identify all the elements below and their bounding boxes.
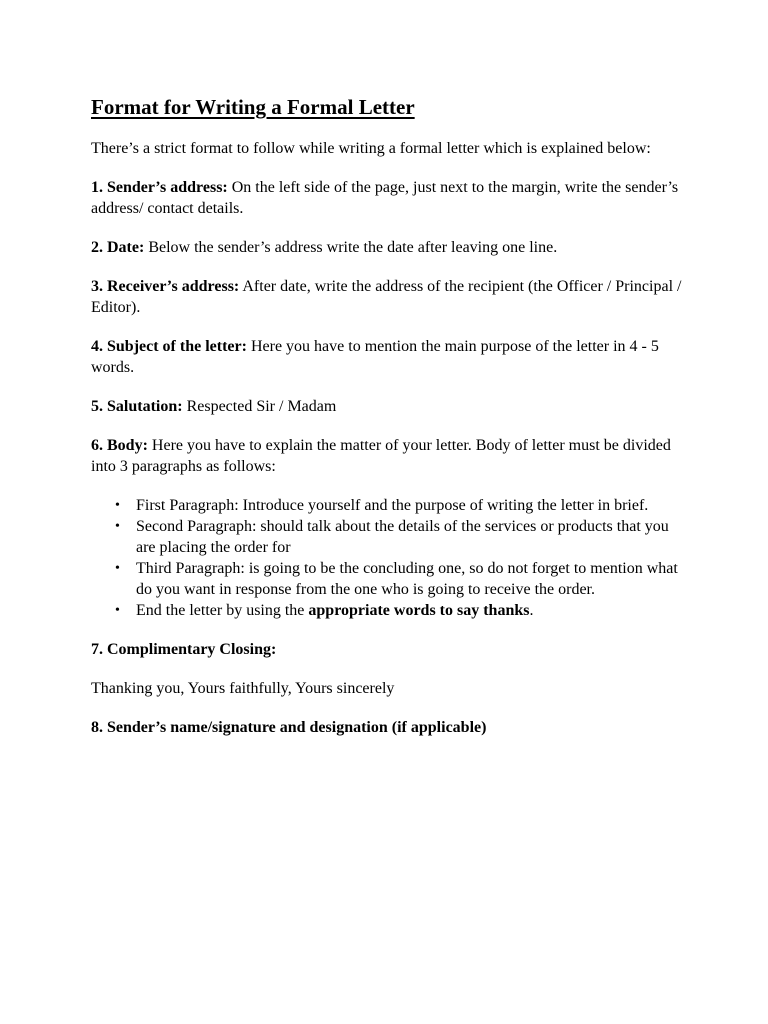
list-item-text: Second Paragraph: should talk about the details of the services or products that you are placing the order for: [136, 518, 669, 556]
item-text: Respected Sir / Madam: [182, 398, 337, 415]
list-item: [115, 495, 684, 516]
list-item-text-suffix: .: [529, 602, 534, 619]
signature-heading: [91, 717, 684, 738]
bullet-icon: •: [115, 603, 120, 618]
item-label: 2. Date:: [91, 239, 145, 256]
item-text: Below the sender’s address write the date after leaving one line.: [144, 239, 558, 256]
signature-heading-text: 8. Sender’s name/signature and designation (if applicable): [91, 719, 487, 736]
item-text: Here you have to explain the matter of your letter. Body of letter must be divided into 3 paragraphs as follows:: [91, 437, 671, 475]
list-item: [115, 600, 684, 621]
item-date: [91, 237, 684, 258]
list-item-text: Third Paragraph: is going to be the concluding one, so do not forget to mention what do you want in response from the one who is going to receive the order.: [136, 560, 678, 598]
item-label: 6. Body:: [91, 437, 148, 454]
item-text: Here you have to mention the main purpose of the letter in 4 - 5 words.: [91, 338, 659, 376]
list-item-text-bold: appropriate words to say thanks: [308, 602, 530, 619]
item-receivers-address: [91, 276, 684, 318]
item-body: [91, 435, 684, 477]
bullet-icon: •: [115, 498, 120, 513]
intro-paragraph: There’s a strict format to follow while writing a formal letter which is explained below:: [91, 140, 651, 157]
list-item: [115, 516, 684, 558]
item-salutation: [91, 396, 684, 417]
bullet-icon: •: [115, 519, 120, 534]
list-item-text: First Paragraph: Introduce yourself and the purpose of writing the letter in brief.: [136, 497, 649, 514]
item-text: On the left side of the page, just next to the margin, write the sender’s address/ contact details.: [91, 179, 679, 217]
item-label: 5. Salutation:: [91, 398, 183, 415]
page-title: Format for Writing a Formal Letter: [91, 95, 415, 119]
closing-heading-text: 7. Complimentary Closing:: [91, 641, 277, 658]
list-item-text-prefix: End the letter by using the: [136, 602, 309, 619]
item-label: 4. Subject of the letter:: [91, 338, 247, 355]
item-label: 1. Sender’s address:: [91, 179, 228, 196]
item-senders-address: [91, 177, 684, 219]
closing-heading: [91, 639, 684, 660]
body-paragraphs-list: [91, 495, 684, 621]
item-subject: [91, 336, 684, 378]
item-label: 3. Receiver’s address:: [91, 278, 240, 295]
bullet-icon: •: [115, 561, 120, 576]
list-item: [115, 558, 684, 600]
item-text: After date, write the address of the recipient (the Officer / Principal / Editor).: [91, 278, 682, 316]
closing-text: Thanking you, Yours faithfully, Yours sincerely: [91, 680, 395, 697]
